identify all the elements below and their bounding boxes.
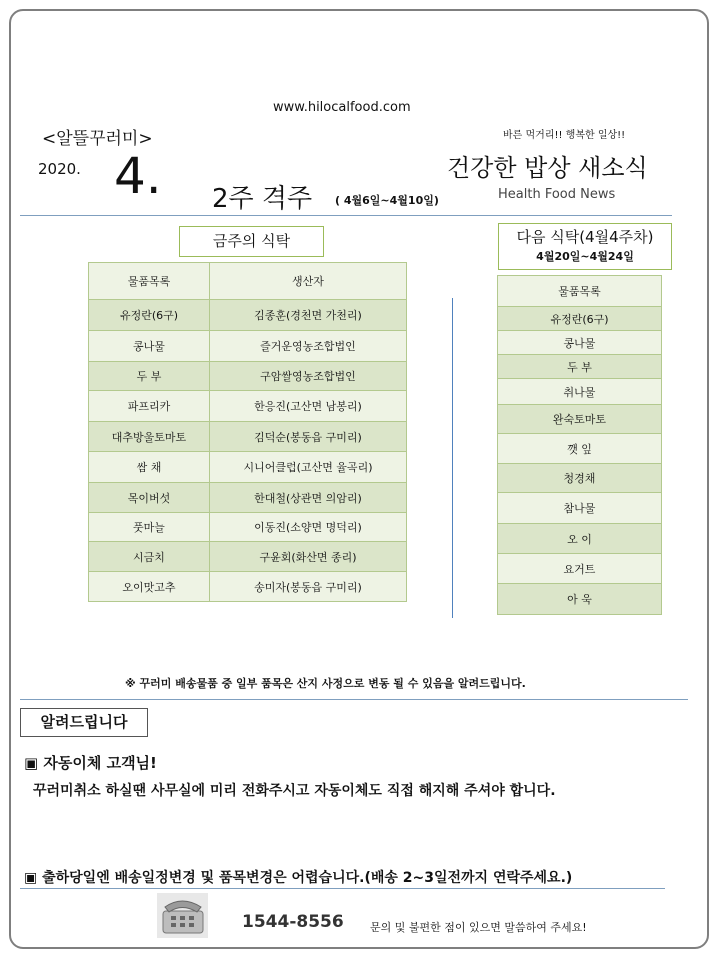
item-cell: 깻 잎 [498, 434, 662, 464]
item-cell: 완숙토마토 [498, 405, 662, 434]
item-cell: 오 이 [498, 524, 662, 554]
table-row [498, 379, 662, 405]
item-cell: 오이맛고추 [89, 572, 210, 602]
item-cell: 유정란(6구) [89, 300, 210, 331]
issue-year: 2020. [38, 160, 81, 178]
table-row [89, 362, 407, 391]
announcement-label: 알려드립니다 [20, 708, 148, 737]
producer-cell: 한응진(고산면 남봉리) [210, 391, 407, 422]
announcement-item-shipping: ▣ 출하당일엔 배송일정변경 및 품목변경은 어렵습니다.(배송 2~3일전까지 연락주세요.) [24, 870, 573, 886]
table-row [498, 307, 662, 331]
supply-notice: ※ 꾸러미 배송물품 중 일부 품목은 산지 사정으로 변동 될 수 있음을 알려드립니다. [125, 677, 526, 690]
item-cell: 요거트 [498, 554, 662, 584]
table-row [498, 554, 662, 584]
table-row [498, 584, 662, 615]
issue-week-dates: ( 4월6일~4월10일) [335, 194, 439, 207]
table-row [89, 483, 407, 513]
table-row [89, 572, 407, 602]
item-cell: 취나물 [498, 379, 662, 405]
newsletter-title: 건강한 밥상 새소식 [447, 154, 648, 182]
table-row [89, 422, 407, 452]
item-cell: 두 부 [498, 355, 662, 379]
contact-note: 문의 및 불편한 점이 있으면 말씀하여 주세요! [370, 921, 587, 934]
table-row [89, 542, 407, 572]
table-row [89, 452, 407, 483]
producer-cell: 한대철(상관면 의암리) [210, 483, 407, 513]
table-row [89, 300, 407, 331]
table-row [498, 331, 662, 355]
item-cell: 아 욱 [498, 584, 662, 615]
next-week-dates: 4월20일~4월24일 [536, 250, 634, 263]
footer-divider [20, 888, 665, 889]
producer-cell: 송미자(봉동읍 구미리) [210, 572, 407, 602]
brand-name: <알뜰꾸러미> [42, 129, 153, 149]
issue-week: 2주 격주 [212, 184, 313, 214]
slogan: 바른 먹거리!! 행복한 일상!! [503, 130, 626, 141]
item-cell: 풋마늘 [89, 513, 210, 542]
issue-month: 4. [114, 147, 162, 205]
table-row [89, 331, 407, 362]
producer-cell: 김종훈(경천면 가천리) [210, 300, 407, 331]
column-header-item: 물품목록 [498, 276, 662, 307]
announcement-autopay-text: 꾸러미취소 하실땐 사무실에 미리 전화주시고 자동이체도 직접 해지해 주셔야 합니다. [33, 783, 556, 799]
table-row [498, 493, 662, 524]
item-cell: 청경채 [498, 464, 662, 493]
table-row [498, 524, 662, 554]
column-header-item: 물품목록 [89, 263, 210, 300]
next-week-label-box [498, 223, 672, 270]
column-separator [452, 298, 453, 618]
column-header-producer: 생산자 [210, 263, 407, 300]
item-cell: 대추방울토마토 [89, 422, 210, 452]
item-cell: 콩나물 [498, 331, 662, 355]
website-url[interactable]: www.hilocalfood.com [273, 100, 411, 115]
this-week-label: 금주의 식탁 [179, 226, 324, 257]
producer-cell: 이동진(소양면 명덕리) [210, 513, 407, 542]
item-cell: 목이버섯 [89, 483, 210, 513]
newsletter-subtitle: Health Food News [498, 187, 616, 202]
table-row [89, 391, 407, 422]
item-cell: 쌈 채 [89, 452, 210, 483]
this-week-table [88, 262, 407, 602]
producer-cell: 김덕순(봉동읍 구미리) [210, 422, 407, 452]
phone-number[interactable]: 1544-8556 [242, 912, 344, 932]
item-cell: 두 부 [89, 362, 210, 391]
item-cell: 유정란(6구) [498, 307, 662, 331]
item-cell: 시금치 [89, 542, 210, 572]
table-row [498, 434, 662, 464]
producer-cell: 시니어클럽(고산면 율곡리) [210, 452, 407, 483]
table-row [89, 513, 407, 542]
next-week-label: 다음 식탁(4월4주차) [516, 228, 654, 246]
table-row [498, 405, 662, 434]
notice-divider [20, 699, 688, 700]
producer-cell: 구윤회(화산면 종리) [210, 542, 407, 572]
item-cell: 파프리카 [89, 391, 210, 422]
telephone-icon [157, 893, 208, 938]
table-row [498, 355, 662, 379]
announcement-item-autopay: ▣ 자동이체 고객님! [24, 754, 157, 772]
next-week-table [497, 275, 662, 615]
item-cell: 콩나물 [89, 331, 210, 362]
producer-cell: 구암쌀영농조합법인 [210, 362, 407, 391]
table-row [498, 464, 662, 493]
producer-cell: 즐거운영농조합법인 [210, 331, 407, 362]
item-cell: 참나물 [498, 493, 662, 524]
header-divider [20, 215, 672, 216]
